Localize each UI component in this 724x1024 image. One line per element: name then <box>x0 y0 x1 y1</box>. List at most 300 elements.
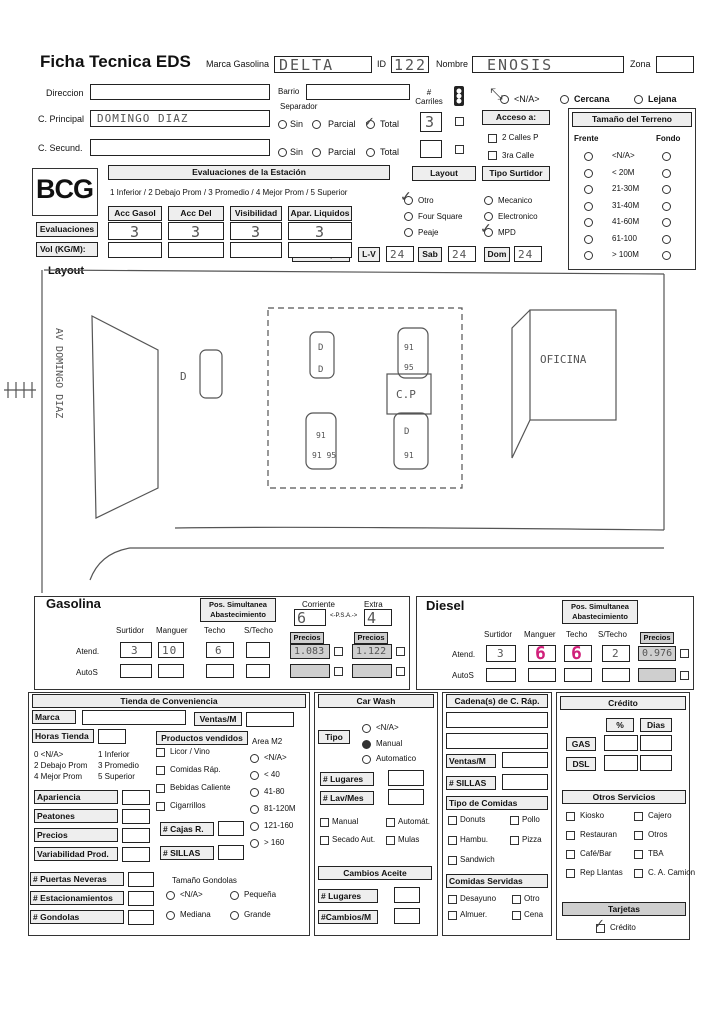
servicio-label: TBA <box>648 849 664 858</box>
parcial-radio[interactable] <box>312 120 321 129</box>
cadena-sillas-label: # SILLAS <box>446 776 496 790</box>
diesel-stecho-autos[interactable] <box>602 668 630 682</box>
carriles-field[interactable] <box>420 112 442 132</box>
terreno-row-label: 41-60M <box>612 217 640 226</box>
frente-radio-2[interactable] <box>584 185 593 194</box>
semaforo2-checkbox[interactable] <box>455 145 464 154</box>
diesel-stecho-value: 2 <box>612 647 620 660</box>
car-manual2-label: Manual <box>332 817 359 826</box>
horas-tienda-label: Horas Tienda <box>32 729 94 743</box>
cadena-ventas-field[interactable] <box>502 752 548 768</box>
psa-label: <-P.S.A.-> <box>330 613 358 619</box>
diesel-precio-field[interactable] <box>638 646 676 661</box>
gas-surtidor-atend[interactable] <box>120 642 152 658</box>
gas-pct-field[interactable] <box>604 735 638 751</box>
servicio-checkbox[interactable] <box>634 812 643 821</box>
tam-pequena-label: Pequeña <box>244 890 277 899</box>
cambios-mes-field[interactable] <box>394 908 420 924</box>
vol-field[interactable] <box>168 242 224 258</box>
lv-field[interactable] <box>386 246 414 262</box>
servicio-label: Rep Llantas <box>580 868 623 877</box>
cambios-mes-label: #Cambios/M <box>318 910 378 924</box>
area-radio[interactable] <box>250 754 259 763</box>
semaforo-checkbox[interactable] <box>455 117 464 126</box>
desayuno-checkbox[interactable] <box>448 895 457 904</box>
fondo-radio-6[interactable] <box>662 251 671 260</box>
sandwich-label: Sandwich <box>460 855 495 864</box>
id-value: 122 <box>394 56 428 74</box>
product-checkbox[interactable] <box>156 748 165 757</box>
evaluaciones-label: Evaluaciones <box>36 222 98 237</box>
barrio-label: Barrio <box>278 87 300 96</box>
gas-precio2-autos-checkbox[interactable] <box>396 667 405 676</box>
terreno-row-label: 21-30M <box>612 184 640 193</box>
gas-techo-atend[interactable] <box>206 642 234 658</box>
csecund-label: C. Secund. <box>38 143 83 153</box>
attr-label: Apariencia <box>34 790 118 804</box>
gas-autos-label: AutoS <box>76 668 98 677</box>
eval-col-field[interactable] <box>168 222 224 240</box>
pump-d-label: D <box>404 427 410 437</box>
sin2-radio[interactable] <box>278 148 287 157</box>
car-lav-label: # Lav/Mes <box>320 791 374 805</box>
diesel-manguer-label: Manguer <box>524 630 556 639</box>
gas-surtidor-label: Surtidor <box>116 626 145 635</box>
frente-radio-6[interactable] <box>584 251 593 260</box>
terreno-row-label: 61-100 <box>612 233 637 243</box>
tercera-calle-checkbox[interactable] <box>488 151 497 160</box>
tercera-calle-label: 3ra Calle <box>502 151 535 160</box>
product-checkbox[interactable] <box>156 784 165 793</box>
eval-scale: 1 Inferior / 2 Debajo Prom / 3 Promedio / 4 Mejor Prom / 5 Superior <box>110 188 348 197</box>
servicio-checkbox[interactable] <box>566 812 575 821</box>
gas-surtidor-value: 3 <box>131 644 139 657</box>
frente-radio-1[interactable] <box>584 169 593 178</box>
gas-stecho-atend[interactable] <box>246 642 270 658</box>
car-secado-label: Secado Aut. <box>332 835 376 844</box>
eval-col-value: 3 <box>191 223 203 241</box>
hambu-label: Hambu. <box>460 835 489 844</box>
product-checkbox[interactable] <box>156 802 165 811</box>
fondo-radio-0[interactable] <box>662 152 671 161</box>
tienda-sillas-field[interactable] <box>218 845 244 860</box>
pollo-checkbox[interactable] <box>510 816 519 825</box>
eval-col-header: Visibilidad <box>230 206 282 221</box>
cercana-radio[interactable] <box>560 95 569 104</box>
product-label: Cigarrillos <box>170 801 206 810</box>
car-automat-label: Automát. <box>398 817 431 826</box>
frente-radio-3[interactable] <box>584 202 593 211</box>
peaje-radio[interactable] <box>404 228 413 237</box>
dos-calles-checkbox[interactable] <box>488 134 497 143</box>
cadena-sillas-field[interactable] <box>502 774 548 790</box>
gas-dias-field[interactable] <box>640 735 672 751</box>
lejana-radio[interactable] <box>634 95 643 104</box>
diesel-surtidor-atend[interactable] <box>486 645 516 662</box>
product-checkbox[interactable] <box>156 766 165 775</box>
diesel-techo-autos[interactable] <box>564 668 592 682</box>
cprincipal-label: C. Principal <box>38 114 85 124</box>
gas-precio1-autos-checkbox[interactable] <box>334 667 343 676</box>
terreno-header: Tamaño del Terreno <box>572 112 692 127</box>
attr-field[interactable] <box>122 809 150 824</box>
gas-pos-label: Pos. Simultanea Abastecimiento <box>209 600 267 619</box>
pump-91-label: 91 <box>316 431 326 440</box>
fondo-radio-4[interactable] <box>662 218 671 227</box>
sab-field[interactable] <box>448 246 476 262</box>
legend-3: 3 Promedio <box>98 761 139 770</box>
eval-col-header: Apar. Liquidos <box>288 206 352 221</box>
eval-col-value: 3 <box>130 223 142 241</box>
frente-radio-5[interactable] <box>584 235 593 244</box>
separador-label: Separador <box>280 102 318 111</box>
hambu-checkbox[interactable] <box>448 836 457 845</box>
direccion-field[interactable] <box>90 84 270 100</box>
zona-field[interactable] <box>656 56 694 73</box>
frente-radio-0[interactable] <box>584 152 593 161</box>
check-mark-icon: ✓ <box>594 916 605 931</box>
gas-manguer-label: Manguer <box>156 626 188 635</box>
cprincipal-value: DOMINGO DIAZ <box>97 112 189 125</box>
zona-label: Zona <box>630 59 651 69</box>
total2-radio[interactable] <box>366 148 375 157</box>
dom-value: 24 <box>518 248 534 261</box>
pump-d-label: D <box>318 365 324 375</box>
frente-label: Frente <box>574 134 599 143</box>
diesel-precio-autos-checkbox[interactable] <box>680 671 689 680</box>
tam-pequena-radio[interactable] <box>230 891 239 900</box>
area-option-label: 81-120M <box>264 804 296 813</box>
otro-label: Otro <box>418 196 434 205</box>
terreno-row-label: <N/A> <box>612 151 635 160</box>
gas-credito-label: GAS <box>566 737 596 751</box>
eval-col-field[interactable] <box>230 222 282 240</box>
diesel-atend-label: Atend. <box>452 650 476 659</box>
area-radio[interactable] <box>250 771 259 780</box>
dsl-dias-field[interactable] <box>640 755 672 771</box>
gas-surtidor-autos[interactable] <box>120 664 152 678</box>
product-label: Licor / Vino <box>170 747 210 756</box>
diesel-pos-header <box>562 600 638 624</box>
tienda-marca-field[interactable] <box>82 710 186 725</box>
diesel-precio-value: 0.976 <box>642 648 673 659</box>
fondo-radio-3[interactable] <box>662 202 671 211</box>
gas-precio2-checkbox[interactable] <box>396 647 405 656</box>
attr-field[interactable] <box>122 790 150 805</box>
lejana-label: Lejana <box>648 94 677 104</box>
area-radio[interactable] <box>250 822 259 831</box>
otro-comida-label: Otro <box>524 894 540 903</box>
gas-precio1-field[interactable] <box>290 644 330 659</box>
car-auto-label: Automatico <box>376 754 417 763</box>
servicio-label: Cajero <box>648 811 672 820</box>
servicio-label: Kiosko <box>580 811 605 820</box>
diesel-stecho-atend[interactable] <box>602 645 630 662</box>
parcial2-label: Parcial <box>328 147 356 157</box>
pump-95-label: 95 <box>404 363 414 372</box>
car-mulas-checkbox[interactable] <box>386 836 395 845</box>
na-label: <N/A> <box>514 94 540 104</box>
cadena-field-1[interactable] <box>446 712 548 728</box>
diesel-manguer-atend[interactable] <box>528 645 556 662</box>
servicio-checkbox[interactable] <box>634 850 643 859</box>
tienda-sillas-label: # SILLAS <box>160 846 214 860</box>
gas-stecho-autos[interactable] <box>246 664 270 678</box>
marca-field[interactable] <box>274 56 372 73</box>
diesel-title: Diesel <box>426 598 465 613</box>
legend-0: 0 <N/A> <box>34 750 64 759</box>
tam-mediana-radio[interactable] <box>166 911 175 920</box>
eval-col-value: 3 <box>315 223 327 241</box>
pump-d-label: D <box>180 370 187 383</box>
gas-manguer-value: 10 <box>162 644 178 657</box>
gas-precios1-header: Precios <box>290 632 324 644</box>
lv-value: 24 <box>390 248 406 261</box>
area-option-label: 121-160 <box>264 821 294 830</box>
car-lugares-field[interactable] <box>388 770 424 786</box>
dos-calles-label: 2 Calles P <box>502 133 539 142</box>
diesel-surtidor-label: Surtidor <box>484 630 513 639</box>
servicio-checkbox[interactable] <box>634 869 643 878</box>
parcial2-radio[interactable] <box>312 148 321 157</box>
area-radio[interactable] <box>250 788 259 797</box>
car-lav-field[interactable] <box>388 789 424 805</box>
corriente-value: 6 <box>297 609 309 627</box>
fondo-radio-5[interactable] <box>662 235 671 244</box>
gas-precio1-value: 1.083 <box>294 646 325 657</box>
vol-field[interactable] <box>230 242 282 258</box>
cajas-field[interactable] <box>218 821 244 836</box>
horas-tienda-field[interactable] <box>98 729 126 744</box>
direccion-label: Direccion <box>46 88 84 98</box>
layout-header: Layout <box>412 166 476 181</box>
cajas-label: # Cajas R. <box>160 822 214 836</box>
credito-header: Crédito <box>560 696 686 710</box>
cadena-ventas-label: Ventas/M <box>446 754 496 768</box>
gas-precio1-autos[interactable] <box>290 664 330 678</box>
puertas-field[interactable] <box>128 872 154 887</box>
attr-label: Precios <box>34 828 118 842</box>
gondolas-label: # Gondolas <box>30 910 124 924</box>
legend-1: 1 Inferior <box>98 750 130 759</box>
marca-value: DELTA <box>279 56 335 74</box>
eval-col-field[interactable] <box>288 222 352 240</box>
estac-field[interactable] <box>128 891 154 906</box>
car-mulas-label: Mulas <box>398 835 420 844</box>
otro-comida-checkbox[interactable] <box>512 895 521 904</box>
electronico-label: Electronico <box>498 212 538 221</box>
sin2-label: Sin <box>290 147 304 157</box>
pump-d-label: D <box>318 343 324 353</box>
fondo-radio-2[interactable] <box>662 185 671 194</box>
gas-precios2-header: Precios <box>354 632 388 644</box>
servicio-label: C. A. Camion <box>648 868 696 877</box>
cena-label: Cena <box>524 910 544 919</box>
fondo-radio-1[interactable] <box>662 169 671 178</box>
car-na-label: <N/A> <box>376 723 399 732</box>
servicio-label: Otros <box>648 830 668 839</box>
vol-field[interactable] <box>108 242 162 258</box>
area-radio[interactable] <box>250 839 259 848</box>
id-field[interactable] <box>391 56 429 73</box>
almuerzo-checkbox[interactable] <box>448 911 457 920</box>
eval-col-value: 3 <box>251 223 263 241</box>
pizza-checkbox[interactable] <box>510 836 519 845</box>
donuts-label: Donuts <box>460 815 486 824</box>
diesel-autos-label: AutoS <box>452 671 474 680</box>
desayuno-label: Desayuno <box>460 894 497 903</box>
gas-precio2-value: 1.122 <box>356 646 387 657</box>
diesel-surtidor-autos[interactable] <box>486 668 516 682</box>
gas-atend-label: Atend. <box>76 647 100 656</box>
area-radio[interactable] <box>250 805 259 814</box>
mecanico-radio[interactable] <box>484 196 493 205</box>
pump-9195-label: 91 95 <box>312 451 337 460</box>
tam-grande-radio[interactable] <box>230 911 239 920</box>
total2-label: Total <box>380 147 400 157</box>
sin-radio[interactable] <box>278 120 287 129</box>
otros-servicios-header: Otros Servicios <box>562 790 686 804</box>
cp-label: C.P <box>396 388 416 401</box>
servicio-checkbox[interactable] <box>634 831 643 840</box>
area-option-label: > 160 <box>264 838 285 847</box>
fondo-label: Fondo <box>656 134 681 143</box>
corriente-label: Corriente <box>302 600 335 609</box>
tienda-header: Tienda de Conveniencia <box>32 694 306 708</box>
tam-na-radio[interactable] <box>166 891 175 900</box>
donuts-checkbox[interactable] <box>448 816 457 825</box>
tam-na-label: <N/A> <box>180 890 203 899</box>
cambios-header: Cambios Aceite <box>318 866 432 880</box>
servicio-checkbox[interactable] <box>566 869 575 878</box>
carwash-header: Car Wash <box>318 694 434 708</box>
eval-col-header: Acc Del <box>168 206 224 221</box>
puertas-label: # Puertas Neveras <box>30 872 124 886</box>
gas-precio2-field[interactable] <box>352 644 392 659</box>
cadena-header: Cadena(s) de C. Ráp. <box>446 694 548 708</box>
diesel-precios-header: Precios <box>640 632 674 644</box>
attr-field[interactable] <box>122 847 150 862</box>
corriente-field[interactable] <box>294 609 326 626</box>
lv-label: L-V <box>358 247 380 262</box>
gas-precio2-autos[interactable] <box>352 664 392 678</box>
diesel-manguer-value: 6 <box>535 643 546 664</box>
gas-techo-value: 6 <box>215 644 223 657</box>
attr-field[interactable] <box>122 828 150 843</box>
legend-5: 5 Superior <box>98 772 135 781</box>
carriles-value: 3 <box>425 113 437 131</box>
gas-manguer-atend[interactable] <box>158 642 184 658</box>
cambios-lugares-field[interactable] <box>394 887 420 903</box>
terreno-row-label: < 20M <box>612 167 635 177</box>
sin-label: Sin <box>290 119 304 129</box>
cprincipal-field[interactable] <box>90 110 270 127</box>
parcial-label: Parcial <box>328 119 356 129</box>
tienda-ventas-field[interactable] <box>246 712 294 727</box>
gas-manguer-autos[interactable] <box>158 664 184 678</box>
legend-2: 2 Debajo Prom <box>34 761 88 770</box>
csecund-field[interactable] <box>90 139 270 156</box>
tipo-surtidor-header: Tipo Surtidor <box>482 166 550 181</box>
diesel-surtidor-value: 3 <box>497 647 505 660</box>
dias-label: Dias <box>640 718 672 732</box>
gas-techo-label: Techo <box>204 626 226 635</box>
check-mark-icon: ✓ <box>480 220 492 236</box>
four-square-radio[interactable] <box>404 212 413 221</box>
estac-label: # Estacionamientos <box>30 891 124 905</box>
extra-label: Extra <box>364 600 383 609</box>
car-manual-label: Manual <box>376 739 403 748</box>
gas-stecho-label: S/Techo <box>244 626 273 635</box>
carriles-label: # Carriles <box>415 88 443 106</box>
attr-label: Variabilidad Prod. <box>34 847 118 861</box>
servicio-checkbox[interactable] <box>566 850 575 859</box>
dsl-credito-label: DSL <box>566 757 596 771</box>
servicio-checkbox[interactable] <box>566 831 575 840</box>
eval-col-header: Acc Gasol <box>108 206 162 221</box>
tam-mediana-label: Mediana <box>180 910 211 919</box>
vol-field[interactable] <box>288 242 352 258</box>
car-secado-checkbox[interactable] <box>320 836 329 845</box>
tam-gondolas-label: Tamaño Gondolas <box>172 876 237 885</box>
total-label: Total <box>380 119 400 129</box>
comidas-servidas-header: Comidas Servidas <box>446 874 548 888</box>
diesel-pos-label: Pos. Simultanea Abastecimiento <box>571 602 629 621</box>
cadena-field-2[interactable] <box>446 733 548 749</box>
gas-precio1-checkbox[interactable] <box>334 647 343 656</box>
eval-col-field[interactable] <box>108 222 162 240</box>
dom-label: Dom <box>484 247 510 262</box>
area-option-label: <N/A> <box>264 753 287 762</box>
barrio-field[interactable] <box>306 84 410 100</box>
frente-radio-4[interactable] <box>584 218 593 227</box>
carriles2-field[interactable] <box>420 140 442 158</box>
dsl-pct-field[interactable] <box>604 755 638 771</box>
car-manual-radio-checked[interactable] <box>362 740 371 749</box>
four-square-label: Four Square <box>418 212 463 221</box>
area-option-label: 41-80 <box>264 787 285 796</box>
cena-checkbox[interactable] <box>512 911 521 920</box>
pump-91-label: 91 <box>404 451 414 460</box>
sab-value: 24 <box>452 248 468 261</box>
diesel-techo-atend[interactable] <box>564 645 592 662</box>
check-mark-icon: ✓ <box>364 114 375 129</box>
check-mark-icon: ✓ <box>400 188 412 204</box>
diesel-precio-checkbox[interactable] <box>680 649 689 658</box>
peaje-label: Peaje <box>418 228 439 237</box>
acceso-header: Acceso a: <box>482 110 550 125</box>
nombre-field[interactable] <box>472 56 624 73</box>
car-automat-checkbox[interactable] <box>386 818 395 827</box>
carwash-tipo-label: Tipo <box>318 730 350 744</box>
diesel-precio-autos[interactable] <box>638 668 676 682</box>
tam-grande-label: Grande <box>244 910 271 919</box>
area-option-label: < 40 <box>264 770 280 779</box>
sandwich-checkbox[interactable] <box>448 856 457 865</box>
gondolas-field[interactable] <box>128 910 154 925</box>
diesel-manguer-autos[interactable] <box>528 668 556 682</box>
nombre-label: Nombre <box>436 59 469 69</box>
car-na-radio[interactable] <box>362 724 371 733</box>
dom-field[interactable] <box>514 246 542 262</box>
pct-label: % <box>606 718 634 732</box>
oficina-label: OFICINA <box>540 353 587 366</box>
gas-techo-autos[interactable] <box>206 664 234 678</box>
car-manual-checkbox[interactable] <box>320 818 329 827</box>
diesel-techo-value: 6 <box>571 643 582 664</box>
car-auto-radio[interactable] <box>362 755 371 764</box>
extra-field[interactable] <box>364 609 392 626</box>
